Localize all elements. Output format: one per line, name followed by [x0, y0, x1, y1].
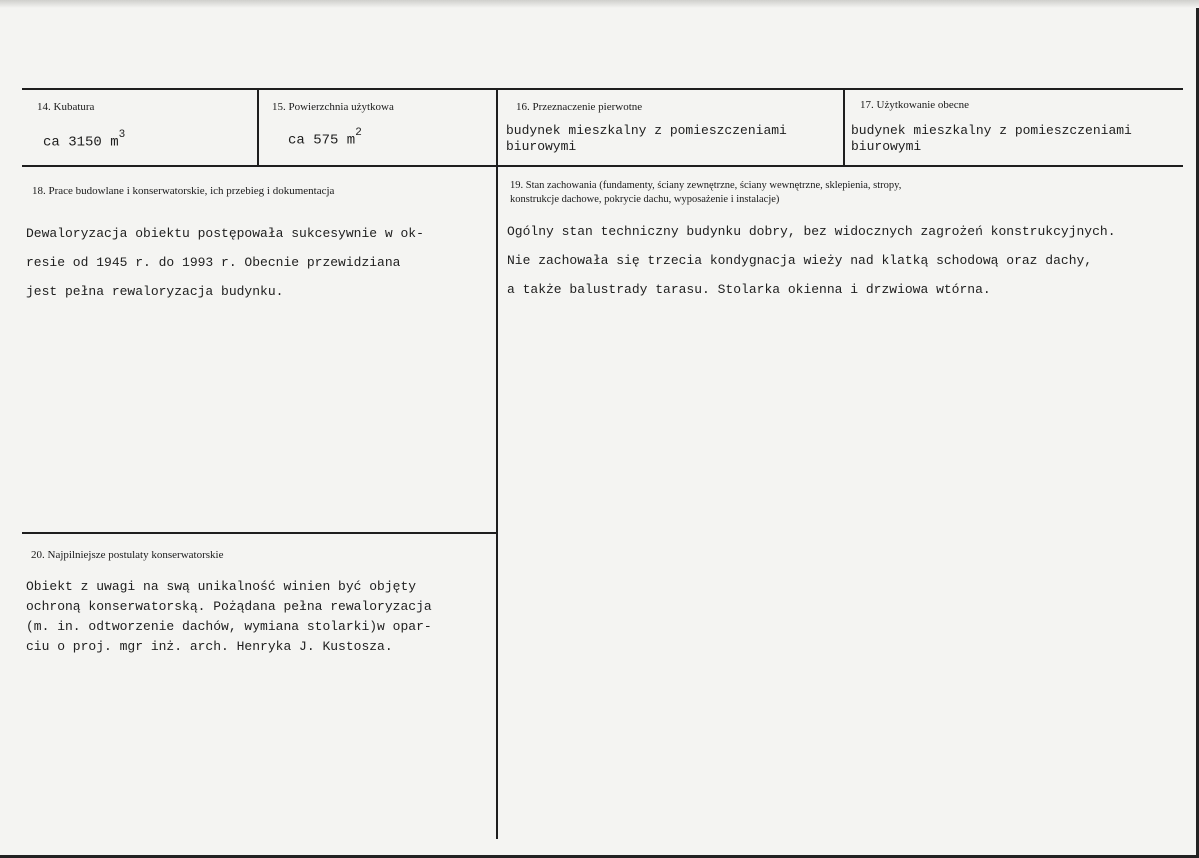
field-15-value	[288, 128, 362, 149]
field-14-value	[43, 130, 125, 151]
field-15-unit-exponent: 2	[355, 127, 362, 139]
field-19-text	[507, 217, 1194, 304]
col-divider-3	[843, 89, 845, 166]
field-18-label: 18. Prace budowlane i konserwatorskie, ich przebieg i dokumentacja	[32, 185, 335, 197]
field-18-line: jest pełna rewaloryzacja budynku.	[26, 284, 284, 299]
field-19-label	[510, 179, 901, 207]
row1-bottom-rule	[22, 165, 1183, 167]
field-19-line: a także balustrady tarasu. Stolarka okienna i drzwiowa wtórna.	[507, 282, 991, 297]
col-divider-2	[496, 89, 498, 839]
field-16-line: budynek mieszkalny z pomieszczeniami	[506, 123, 787, 138]
field-19-line: Ogólny stan techniczny budynku dobry, bez widocznych zagrożeń konstrukcyjnych.	[507, 224, 1116, 239]
field-20-line: (m. in. odtworzenie dachów, wymiana stolarki)w opar-	[26, 619, 432, 634]
field-18-line: resie od 1945 r. do 1993 r. Obecnie przewidziana	[26, 255, 401, 270]
field-16-value	[506, 123, 787, 155]
field-14-unit-exponent: 3	[118, 129, 126, 141]
field-20-line: ochroną konserwatorską. Pożądana pełna rewaloryzacja	[26, 599, 432, 614]
field-20-text	[26, 577, 498, 657]
field-15-value-text: ca 575 m	[288, 132, 356, 149]
field-19-line: Nie zachowała się trzecia kondygnacja wieży nad klatką schodową oraz dachy,	[507, 253, 1093, 268]
scan-edge	[0, 0, 1199, 8]
field-14-label: 14. Kubatura	[37, 101, 95, 113]
field-17-line: budynek mieszkalny z pomieszczeniami	[851, 123, 1132, 138]
field-18-text	[26, 219, 424, 306]
field-16-line: biurowymi	[506, 139, 577, 154]
field-15-label: 15. Powierzchnia użytkowa	[272, 101, 394, 113]
field-14-value-text: ca 3150 m	[43, 134, 119, 151]
field-17-label: 17. Użytkowanie obecne	[860, 99, 970, 111]
top-rule	[22, 88, 1183, 90]
field-16-label: 16. Przeznaczenie pierwotne	[516, 101, 643, 113]
field-18-line: Dewaloryzacja obiektu postępowała sukcesywnie w ok-	[26, 226, 424, 241]
field-20-label: 20. Najpilniejsze postulaty konserwatorskie	[31, 549, 224, 561]
field-17-line: biurowymi	[851, 139, 922, 154]
field-20-line: Obiekt z uwagi na swą unikalność winien być objęty	[26, 579, 417, 594]
field-19-label-line: 19. Stan zachowania (fundamenty, ściany zewnętrzne, ściany wewnętrzne, sklepienia, stropy,	[510, 180, 902, 191]
col-divider-1	[257, 89, 259, 166]
field-19-label-line: konstrukcje dachowe, pokrycie dachu, wyposażenie i instalacje)	[510, 194, 780, 205]
field-20-line: ciu o proj. mgr inż. arch. Henryka J. Kustosza.	[26, 639, 393, 654]
field-17-value	[851, 123, 1132, 155]
field-18-bottom-rule	[22, 532, 496, 534]
